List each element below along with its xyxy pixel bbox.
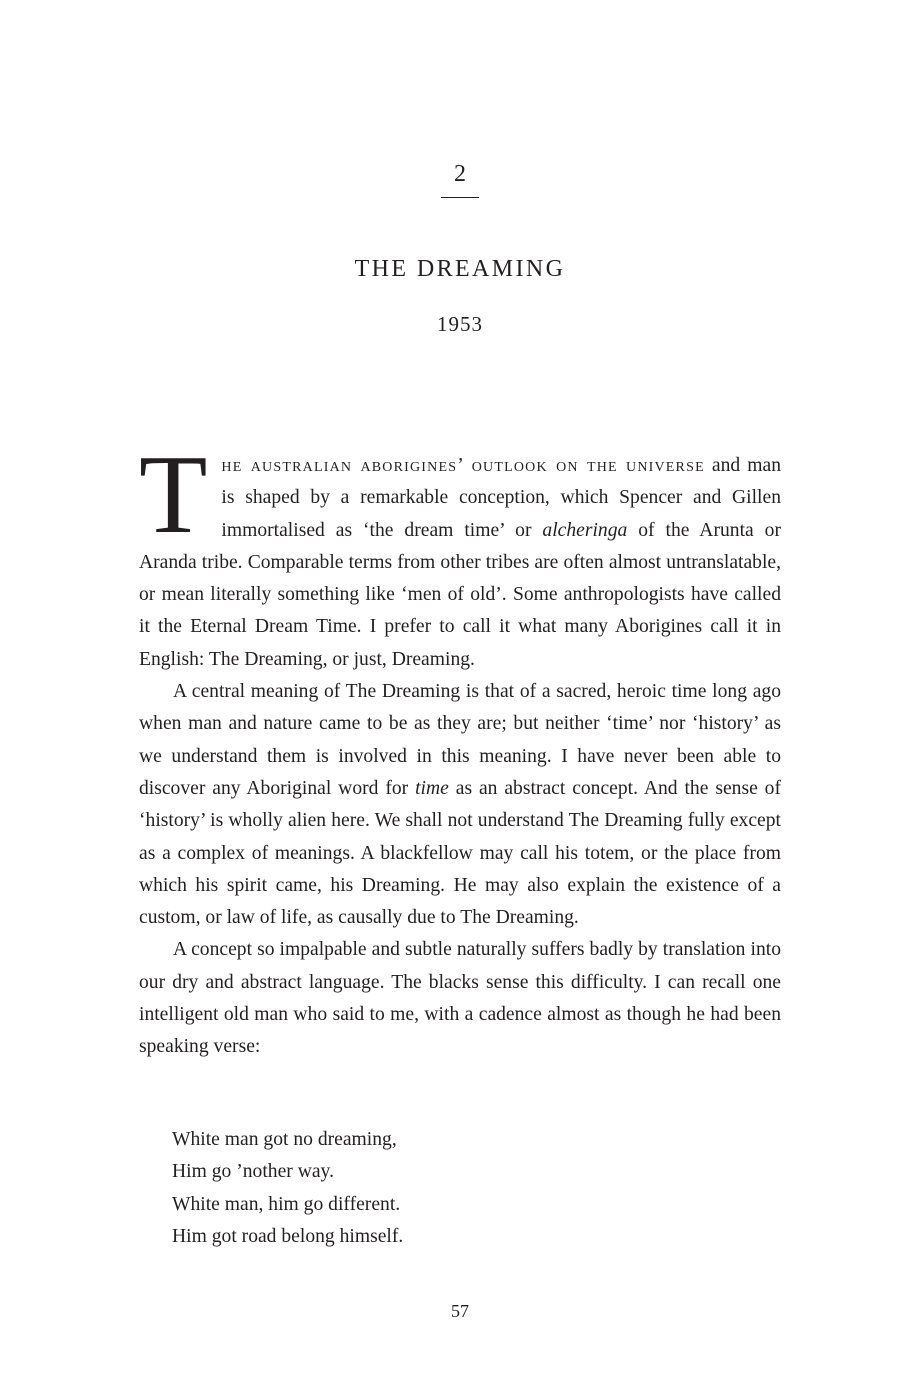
- verse-line: White man, him go different.: [172, 1193, 401, 1215]
- paragraph-2-italic: time: [415, 777, 449, 799]
- paragraph-2-text-b: as an abstract concept. And the sense of ‘history’ is wholly alien here. We shall not understand The Dreaming fully except as a complex of meanings. A blackfellow may call his totem, or the place from which his spirit came, his Dreaming. He may also explain the existence of a custom, or law of life, as causally due to The Dreaming.: [139, 777, 781, 929]
- opening-small-caps: he australian aborigines’ outlook on the universe: [221, 455, 705, 476]
- chapter-title: THE DREAMING: [354, 256, 566, 282]
- chapter-rule-divider: [441, 197, 479, 198]
- paragraph-2: [139, 676, 781, 934]
- chapter-year: 1953: [437, 312, 483, 336]
- verse-line: Him got road belong himself.: [172, 1225, 404, 1247]
- paragraph-3: A concept so impalpable and subtle naturally suffers badly by translation into our dry and abstract language. The blacks sense this difficulty. I can recall one intelligent old man who said to me, with a cadence almost as though he had been speaking verse:: [139, 939, 781, 1058]
- verse-block: [172, 1124, 672, 1253]
- verse-line: Him go ’nother way.: [172, 1161, 334, 1183]
- paragraph-1-text-b: of the Arunta or Aranda tribe. Comparable terms from other tribes are often almost untranslatable, or mean literally something like ‘men of old’. Some anthropologists have called it the Eternal Dream Time. I prefer to call it what many Aborigines call it in English: The Dreaming, or just, Dreaming.: [139, 519, 781, 670]
- chapter-body: [139, 433, 781, 1064]
- paragraph-1: [139, 433, 781, 676]
- paragraph-1-text-a: and man is shaped by a remarkable conception, which Spencer and Gillen immortalised as ‘the dream time’ or: [221, 455, 781, 541]
- page-number: 57: [451, 1301, 469, 1321]
- paragraph-2-text-a: A central meaning of The Dreaming is that of a sacred, heroic time long ago when man and nature came to be as they are; but neither ‘time’ nor ‘history’ as we understand them is involved in this meaning. I have never been able to discover any Aboriginal word for: [139, 681, 781, 799]
- paragraph-1-italic: alcheringa: [542, 519, 628, 541]
- chapter-number: 2: [454, 161, 466, 187]
- drop-cap: T: [139, 433, 208, 557]
- verse-line: White man got no dreaming,: [172, 1129, 397, 1150]
